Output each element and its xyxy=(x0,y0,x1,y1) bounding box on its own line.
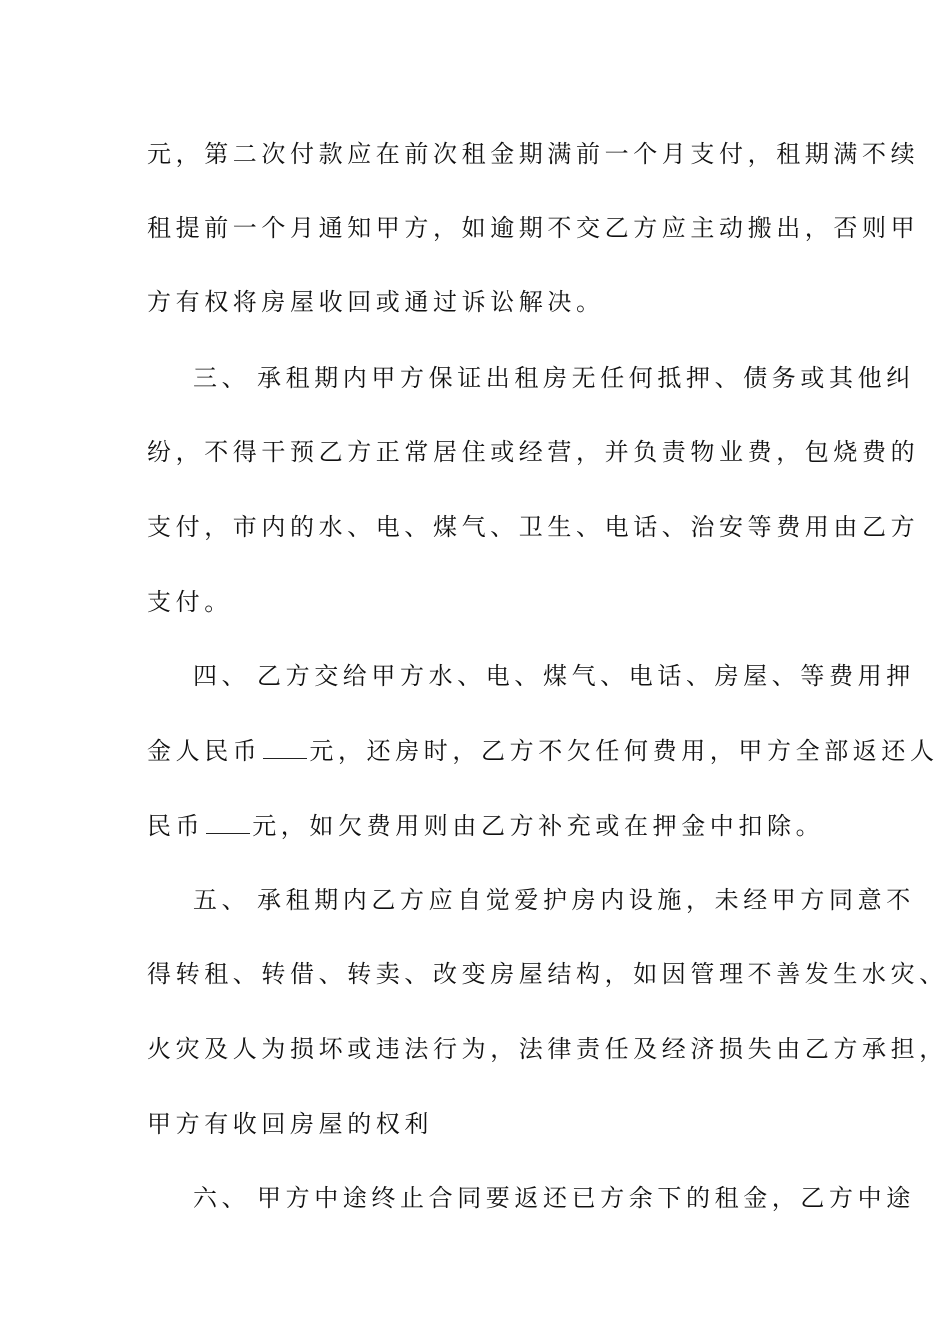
fill-in-blank xyxy=(206,813,250,834)
text-line: 火灾及人为损坏或违法行为，法律责任及经济损失由乙方承担， xyxy=(147,1035,948,1063)
clause-number: 三、 xyxy=(193,364,251,392)
text-segment: 元，还房时，乙方不欠任何费用，甲方全部返还人 xyxy=(309,737,939,765)
text-segment: 金人民币 xyxy=(147,737,262,765)
text-line-with-blank xyxy=(147,811,824,841)
text-line-with-blank xyxy=(147,736,939,766)
text-line: 得转租、转借、转卖、改变房屋结构，如因管理不善发生水灾、 xyxy=(147,960,948,988)
text-line: 租提前一个月通知甲方，如逾期不交乙方应主动搬出，否则甲 xyxy=(147,214,920,242)
clause-text: 承租期内乙方应自觉爱护房内设施，未经甲方同意不 xyxy=(257,886,915,914)
text-line: 纷，不得干预乙方正常居住或经营，并负责物业费，包烧费的 xyxy=(147,438,920,466)
text-segment: 民币 xyxy=(147,812,205,840)
text-line: 元，第二次付款应在前次租金期满前一个月支付，租期满不续 xyxy=(147,140,920,168)
text-line: 方有权将房屋收回或通过诉讼解决。 xyxy=(147,288,605,316)
text-line: 支付。 xyxy=(147,588,233,616)
text-line: 甲方有收回房屋的权利 xyxy=(147,1110,433,1138)
text-segment: 元，如欠费用则由乙方补充或在押金中扣除。 xyxy=(252,812,825,840)
text-line: 支付，市内的水、电、煤气、卫生、电话、治安等费用由乙方 xyxy=(147,513,920,541)
clause-4-line xyxy=(193,661,915,691)
clause-3-line xyxy=(193,363,915,393)
clause-6-line xyxy=(193,1183,915,1213)
fill-in-blank xyxy=(263,738,307,759)
clause-text: 乙方交给甲方水、电、煤气、电话、房屋、等费用押 xyxy=(257,662,915,690)
clause-text: 甲方中途终止合同要返还已方余下的租金，乙方中途 xyxy=(257,1184,915,1212)
clause-text: 承租期内甲方保证出租房无任何抵押、债务或其他纠 xyxy=(257,364,915,392)
clause-number: 五、 xyxy=(193,886,251,914)
clause-number: 六、 xyxy=(193,1184,251,1212)
clause-number: 四、 xyxy=(193,662,251,690)
clause-5-line xyxy=(193,885,915,915)
